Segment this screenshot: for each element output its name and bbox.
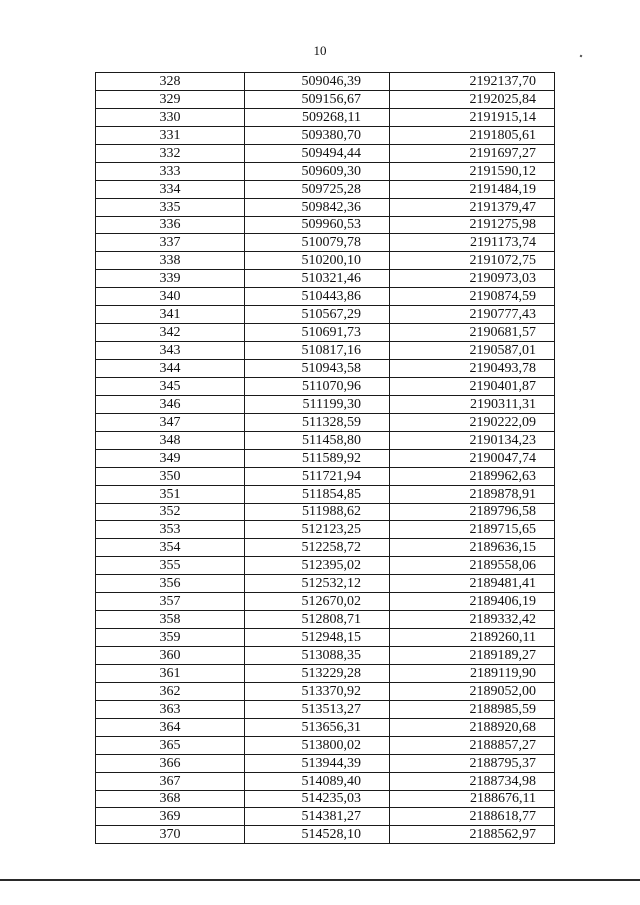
- x-coordinate-cell: 2188985,59: [390, 700, 555, 718]
- table-row: [96, 700, 555, 718]
- table-row: [96, 629, 555, 647]
- x-coordinate-cell: 2188920,68: [390, 718, 555, 736]
- table-row: [96, 360, 555, 378]
- y-coordinate-cell: 510079,78: [245, 234, 390, 252]
- y-coordinate-cell: 509609,30: [245, 162, 390, 180]
- point-number-cell: 335: [96, 198, 245, 216]
- point-number-cell: 362: [96, 682, 245, 700]
- table-row: [96, 808, 555, 826]
- point-number-cell: 336: [96, 216, 245, 234]
- x-coordinate-cell: 2191173,74: [390, 234, 555, 252]
- x-coordinate-cell: 2189796,58: [390, 503, 555, 521]
- y-coordinate-cell: 513656,31: [245, 718, 390, 736]
- table-row: [96, 503, 555, 521]
- table-row: [96, 216, 555, 234]
- point-number-cell: 344: [96, 360, 245, 378]
- x-coordinate-cell: 2189119,90: [390, 664, 555, 682]
- x-coordinate-cell: 2190587,01: [390, 342, 555, 360]
- y-coordinate-cell: 510443,86: [245, 288, 390, 306]
- table-row: [96, 180, 555, 198]
- table-row: [96, 647, 555, 665]
- point-number-cell: 341: [96, 306, 245, 324]
- x-coordinate-cell: 2189406,19: [390, 593, 555, 611]
- table-row: [96, 73, 555, 91]
- y-coordinate-cell: 513229,28: [245, 664, 390, 682]
- y-coordinate-cell: 509725,28: [245, 180, 390, 198]
- y-coordinate-cell: 510817,16: [245, 342, 390, 360]
- y-coordinate-cell: 513088,35: [245, 647, 390, 665]
- y-coordinate-cell: 511589,92: [245, 449, 390, 467]
- coordinates-table: [95, 72, 555, 844]
- point-number-cell: 349: [96, 449, 245, 467]
- x-coordinate-cell: 2188795,37: [390, 754, 555, 772]
- x-coordinate-cell: 2190047,74: [390, 449, 555, 467]
- point-number-cell: 360: [96, 647, 245, 665]
- point-number-cell: 330: [96, 108, 245, 126]
- table-row: [96, 126, 555, 144]
- y-coordinate-cell: 510200,10: [245, 252, 390, 270]
- y-coordinate-cell: 513800,02: [245, 736, 390, 754]
- y-coordinate-cell: 514235,03: [245, 790, 390, 808]
- y-coordinate-cell: 511854,85: [245, 485, 390, 503]
- x-coordinate-cell: 2188562,97: [390, 826, 555, 844]
- table-row: [96, 826, 555, 844]
- table-row: [96, 790, 555, 808]
- y-coordinate-cell: 510943,58: [245, 360, 390, 378]
- point-number-cell: 347: [96, 413, 245, 431]
- y-coordinate-cell: 512670,02: [245, 593, 390, 611]
- x-coordinate-cell: 2188857,27: [390, 736, 555, 754]
- x-coordinate-cell: 2189878,91: [390, 485, 555, 503]
- x-coordinate-cell: 2189052,00: [390, 682, 555, 700]
- table-row: [96, 395, 555, 413]
- table-row: [96, 144, 555, 162]
- point-number-cell: 345: [96, 377, 245, 395]
- y-coordinate-cell: 514528,10: [245, 826, 390, 844]
- point-number-cell: 363: [96, 700, 245, 718]
- x-coordinate-cell: 2191275,98: [390, 216, 555, 234]
- table-row: [96, 682, 555, 700]
- x-coordinate-cell: 2192025,84: [390, 90, 555, 108]
- y-coordinate-cell: 509046,39: [245, 73, 390, 91]
- y-coordinate-cell: 511458,80: [245, 431, 390, 449]
- y-coordinate-cell: 510321,46: [245, 270, 390, 288]
- page-number: 10: [313, 43, 327, 58]
- table-row: [96, 664, 555, 682]
- point-number-cell: 358: [96, 611, 245, 629]
- table-row: [96, 467, 555, 485]
- table-row: [96, 575, 555, 593]
- point-number-cell: 343: [96, 342, 245, 360]
- table-row: [96, 413, 555, 431]
- x-coordinate-cell: 2190777,43: [390, 306, 555, 324]
- y-coordinate-cell: 512948,15: [245, 629, 390, 647]
- point-number-cell: 364: [96, 718, 245, 736]
- x-coordinate-cell: 2190311,31: [390, 395, 555, 413]
- point-number-cell: 346: [96, 395, 245, 413]
- point-number-cell: 338: [96, 252, 245, 270]
- table-row: [96, 324, 555, 342]
- point-number-cell: 333: [96, 162, 245, 180]
- x-coordinate-cell: 2190681,57: [390, 324, 555, 342]
- x-coordinate-cell: 2191379,47: [390, 198, 555, 216]
- x-coordinate-cell: 2189558,06: [390, 557, 555, 575]
- point-number-cell: 340: [96, 288, 245, 306]
- point-number-cell: 352: [96, 503, 245, 521]
- x-coordinate-cell: 2190134,23: [390, 431, 555, 449]
- y-coordinate-cell: 511721,94: [245, 467, 390, 485]
- y-coordinate-cell: 509494,44: [245, 144, 390, 162]
- y-coordinate-cell: 512808,71: [245, 611, 390, 629]
- table-row: [96, 377, 555, 395]
- point-number-cell: 334: [96, 180, 245, 198]
- x-coordinate-cell: 2190493,78: [390, 360, 555, 378]
- table-row: [96, 306, 555, 324]
- y-coordinate-cell: 509268,11: [245, 108, 390, 126]
- x-coordinate-cell: 2191484,19: [390, 180, 555, 198]
- table-row: [96, 288, 555, 306]
- table-row: [96, 108, 555, 126]
- table-row: [96, 90, 555, 108]
- point-number-cell: 354: [96, 539, 245, 557]
- y-coordinate-cell: 512123,25: [245, 521, 390, 539]
- y-coordinate-cell: 511988,62: [245, 503, 390, 521]
- point-number-cell: 366: [96, 754, 245, 772]
- y-coordinate-cell: 512395,02: [245, 557, 390, 575]
- table-row: [96, 252, 555, 270]
- point-number-cell: 337: [96, 234, 245, 252]
- point-number-cell: 348: [96, 431, 245, 449]
- x-coordinate-cell: 2192137,70: [390, 73, 555, 91]
- point-number-cell: 329: [96, 90, 245, 108]
- table-row: [96, 557, 555, 575]
- y-coordinate-cell: 510691,73: [245, 324, 390, 342]
- point-number-cell: 353: [96, 521, 245, 539]
- bottom-scan-edge: [0, 879, 640, 881]
- x-coordinate-cell: 2190973,03: [390, 270, 555, 288]
- x-coordinate-cell: 2190222,09: [390, 413, 555, 431]
- y-coordinate-cell: 511328,59: [245, 413, 390, 431]
- x-coordinate-cell: 2190401,87: [390, 377, 555, 395]
- x-coordinate-cell: 2189636,15: [390, 539, 555, 557]
- point-number-cell: 355: [96, 557, 245, 575]
- y-coordinate-cell: 511199,30: [245, 395, 390, 413]
- point-number-cell: 365: [96, 736, 245, 754]
- y-coordinate-cell: 514089,40: [245, 772, 390, 790]
- x-coordinate-cell: 2191697,27: [390, 144, 555, 162]
- x-coordinate-cell: 2191072,75: [390, 252, 555, 270]
- table-row: [96, 736, 555, 754]
- table-row: [96, 485, 555, 503]
- point-number-cell: 339: [96, 270, 245, 288]
- table-row: [96, 611, 555, 629]
- x-coordinate-cell: 2189332,42: [390, 611, 555, 629]
- x-coordinate-cell: 2191915,14: [390, 108, 555, 126]
- x-coordinate-cell: 2189481,41: [390, 575, 555, 593]
- x-coordinate-cell: 2191805,61: [390, 126, 555, 144]
- y-coordinate-cell: 509960,53: [245, 216, 390, 234]
- table-row: [96, 431, 555, 449]
- table-row: [96, 593, 555, 611]
- point-number-cell: 332: [96, 144, 245, 162]
- x-coordinate-cell: 2189962,63: [390, 467, 555, 485]
- point-number-cell: 361: [96, 664, 245, 682]
- y-coordinate-cell: 511070,96: [245, 377, 390, 395]
- x-coordinate-cell: 2189260,11: [390, 629, 555, 647]
- table-row: [96, 162, 555, 180]
- y-coordinate-cell: 509380,70: [245, 126, 390, 144]
- y-coordinate-cell: 513513,27: [245, 700, 390, 718]
- x-coordinate-cell: 2189189,27: [390, 647, 555, 665]
- point-number-cell: 367: [96, 772, 245, 790]
- point-number-cell: 369: [96, 808, 245, 826]
- x-coordinate-cell: 2191590,12: [390, 162, 555, 180]
- x-coordinate-cell: 2188734,98: [390, 772, 555, 790]
- point-number-cell: 342: [96, 324, 245, 342]
- point-number-cell: 328: [96, 73, 245, 91]
- x-coordinate-cell: 2188618,77: [390, 808, 555, 826]
- table-row: [96, 270, 555, 288]
- point-number-cell: 350: [96, 467, 245, 485]
- y-coordinate-cell: 512258,72: [245, 539, 390, 557]
- y-coordinate-cell: 510567,29: [245, 306, 390, 324]
- table-row: [96, 521, 555, 539]
- y-coordinate-cell: 512532,12: [245, 575, 390, 593]
- y-coordinate-cell: 514381,27: [245, 808, 390, 826]
- table-row: [96, 772, 555, 790]
- y-coordinate-cell: 513944,39: [245, 754, 390, 772]
- table-row: [96, 718, 555, 736]
- y-coordinate-cell: 509842,36: [245, 198, 390, 216]
- coordinates-table-body: [96, 73, 555, 844]
- point-number-cell: 356: [96, 575, 245, 593]
- point-number-cell: 370: [96, 826, 245, 844]
- x-coordinate-cell: 2190874,59: [390, 288, 555, 306]
- y-coordinate-cell: 509156,67: [245, 90, 390, 108]
- point-number-cell: 357: [96, 593, 245, 611]
- point-number-cell: 351: [96, 485, 245, 503]
- table-row: [96, 539, 555, 557]
- table-row: [96, 449, 555, 467]
- point-number-cell: 359: [96, 629, 245, 647]
- x-coordinate-cell: 2188676,11: [390, 790, 555, 808]
- x-coordinate-cell: 2189715,65: [390, 521, 555, 539]
- table-row: [96, 342, 555, 360]
- table-row: [96, 234, 555, 252]
- y-coordinate-cell: 513370,92: [245, 682, 390, 700]
- table-row: [96, 754, 555, 772]
- point-number-cell: 331: [96, 126, 245, 144]
- table-row: [96, 198, 555, 216]
- point-number-cell: 368: [96, 790, 245, 808]
